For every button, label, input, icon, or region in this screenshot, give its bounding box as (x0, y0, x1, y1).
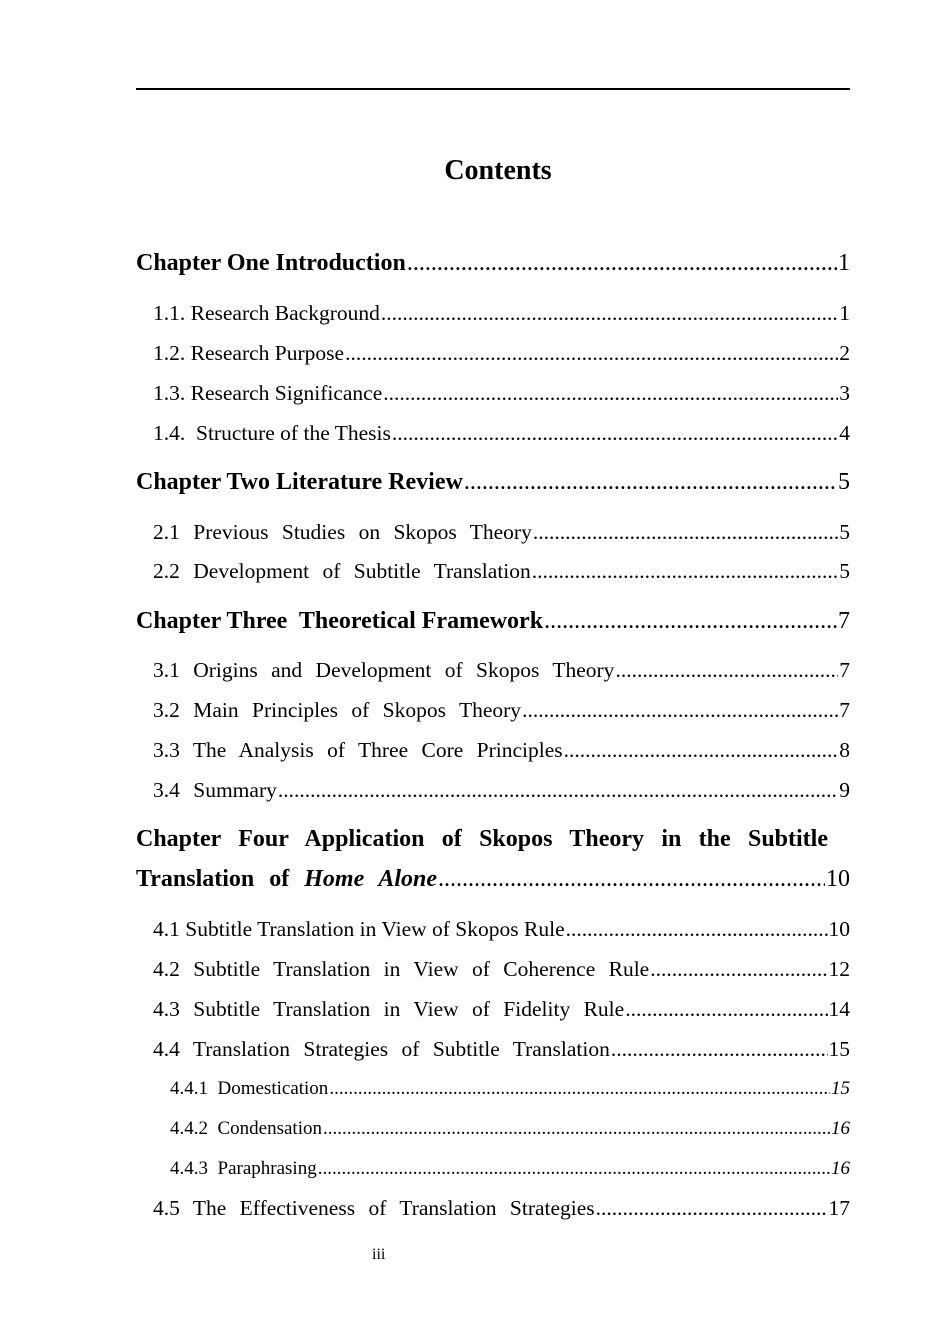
toc-entry-3-3[interactable] (136, 738, 850, 763)
dot-leader (533, 520, 838, 545)
toc-entry-label: Chapter Two Literature Review (136, 469, 463, 495)
toc-entry-page: 10 (828, 917, 850, 941)
toc-entry-label: 2.2 Development of Subtitle Translation (153, 559, 531, 583)
toc-entry-page: 7 (839, 658, 850, 682)
toc-entry-label: 3.4 Summary (153, 778, 277, 802)
toc-entry-3-2[interactable] (136, 698, 850, 723)
film-title: Home Alone (304, 866, 438, 892)
dot-leader (596, 1196, 828, 1221)
toc-entry-page: 7 (839, 698, 850, 722)
toc-entry-page: 1 (838, 250, 850, 276)
toc-entry-page: 5 (839, 559, 850, 583)
toc-entry-page: 12 (828, 957, 850, 981)
toc-entry-4-5[interactable] (136, 1196, 850, 1221)
dot-leader (278, 778, 838, 803)
toc-entry-page: 16 (831, 1158, 850, 1179)
toc-entry-2-2[interactable] (136, 559, 850, 584)
toc-entry-page: 10 (826, 866, 850, 892)
toc-entry-page: 16 (831, 1118, 850, 1139)
toc-entry-label: 3.3 The Analysis of Three Core Principles (153, 738, 563, 762)
toc-entry-4-2[interactable] (136, 957, 850, 982)
toc-entry-page: 8 (839, 738, 850, 762)
toc-entry-1-4[interactable] (136, 421, 850, 446)
toc-entry-label: 3.2 Main Principles of Skopos Theory (153, 698, 522, 722)
toc-entry-label: 4.5 The Effectiveness of Translation Strategies (153, 1196, 595, 1220)
toc-entry-chapter-2[interactable] (136, 469, 850, 496)
toc-entry-label: 4.4 Translation Strategies of Subtitle Translation (153, 1037, 610, 1061)
toc-entry-page: 4 (839, 421, 850, 445)
dot-leader (323, 1118, 830, 1140)
dot-leader (564, 738, 839, 763)
toc-entry-label: Chapter One Introduction (136, 250, 406, 276)
toc-entry-label: 1.4. Structure of the Thesis (153, 421, 391, 445)
toc-entry-label: 4.4.1 Domestication (170, 1078, 329, 1099)
toc-entry-4-4-2[interactable] (136, 1118, 850, 1140)
toc-entry-label: 4.2 Subtitle Translation in View of Coherence Rule (153, 957, 650, 981)
toc-entry-label-prefix: Translation of (136, 866, 290, 892)
toc-entry-4-4-1[interactable] (136, 1078, 850, 1100)
toc-entry-label: 4.4.2 Condensation (170, 1118, 322, 1139)
dot-leader (615, 658, 838, 683)
toc-entry-4-1[interactable] (136, 917, 850, 942)
toc-entry-label: Chapter Three Theoretical Framework (136, 608, 544, 634)
toc-entry-label: 4.3 Subtitle Translation in View of Fidelity Rule (153, 997, 625, 1021)
toc-entry-label: 1.1. Research Background (153, 301, 380, 325)
toc-entry-label: 4.4.3 Paraphrasing (170, 1158, 317, 1179)
toc-entry-page: 15 (828, 1037, 850, 1061)
dot-leader (464, 469, 837, 496)
toc-entry-4-4[interactable] (136, 1037, 850, 1062)
toc-entry-page: 7 (838, 608, 850, 634)
toc-entry-page: 1 (839, 301, 850, 325)
dot-leader (383, 381, 838, 406)
toc-entry-page: 15 (831, 1078, 850, 1099)
footer-page-number: iii (372, 1246, 386, 1263)
toc-entry-label: 3.1 Origins and Development of Skopos Theory (153, 658, 615, 682)
toc-entry-3-4[interactable] (136, 778, 850, 803)
dot-leader (318, 1158, 830, 1180)
toc-entry-1-1[interactable] (136, 301, 850, 326)
toc-entry-page: 5 (839, 520, 850, 544)
toc-entry-chapter-4-line-1[interactable] (136, 826, 828, 853)
toc-entry-label: 1.3. Research Significance (153, 381, 383, 405)
dot-leader (625, 997, 827, 1022)
toc-entry-4-3[interactable] (136, 997, 850, 1022)
toc-entry-3-1[interactable] (136, 658, 850, 683)
dot-leader (650, 957, 827, 982)
toc-entry-chapter-1[interactable] (136, 250, 850, 277)
dot-leader (566, 917, 828, 942)
dot-leader (544, 608, 837, 635)
header-rule (136, 88, 850, 90)
page-title: Contents (444, 155, 552, 186)
toc-entry-1-2[interactable] (136, 341, 850, 366)
toc-entry-1-3[interactable] (136, 381, 850, 406)
toc-entry-page: 9 (839, 778, 850, 802)
toc-entry-label: 1.2. Research Purpose (153, 341, 345, 365)
toc-entry-page: 17 (828, 1196, 850, 1220)
toc-entry-chapter-4-line-2[interactable] (136, 866, 850, 893)
dot-leader (532, 559, 838, 584)
toc-entry-label: 4.1 Subtitle Translation in View of Skopos Rule (153, 917, 565, 941)
dot-leader (381, 301, 838, 326)
toc-entry-4-4-3[interactable] (136, 1158, 850, 1180)
toc-entry-page: 2 (839, 341, 850, 365)
toc-entry-page: 3 (839, 381, 850, 405)
toc-entry-label (136, 866, 437, 893)
toc-entry-page: 5 (838, 469, 850, 495)
toc-entry-label: Chapter Four Application of Skopos Theory in the Subtitle (136, 826, 828, 852)
dot-leader (392, 421, 838, 446)
dot-leader (438, 866, 825, 893)
dot-leader (407, 250, 837, 277)
dot-leader (611, 1037, 828, 1062)
toc-entry-chapter-3[interactable] (136, 608, 850, 635)
toc-entry-2-1[interactable] (136, 520, 850, 545)
toc-entry-label: 2.1 Previous Studies on Skopos Theory (153, 520, 532, 544)
toc-entry-page: 14 (828, 997, 850, 1021)
dot-leader (345, 341, 838, 366)
dot-leader (329, 1078, 830, 1100)
dot-leader (522, 698, 838, 723)
